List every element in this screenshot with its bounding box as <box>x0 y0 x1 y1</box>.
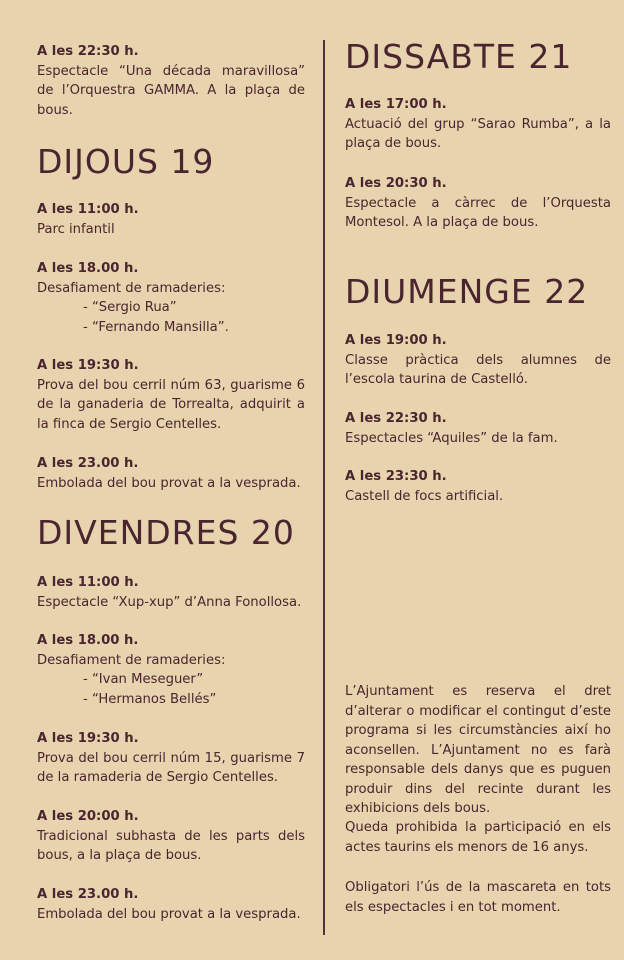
list-item: - “Sergio Rua” <box>83 300 177 315</box>
event-friday-4 <box>37 807 305 866</box>
event-saturday-2 <box>345 174 611 233</box>
event-time: A les 23.00 h. <box>37 887 139 902</box>
event-time: A les 18.00 h. <box>37 261 139 276</box>
event-time: A les 22:30 h. <box>37 44 139 59</box>
event-sunday-1 <box>345 331 611 390</box>
event-description: Prova del bou cerril núm 63, guarisme 6 de la ganaderia de Torrealta, adquirit a la finca de Sergio Centelles. <box>37 377 305 432</box>
event-thursday-4 <box>37 454 305 493</box>
day-title-friday: DIVENDRES 20 <box>37 513 295 552</box>
event-description: Classe pràctica dels alumnes de l’escola taurina de Castelló. <box>345 352 611 387</box>
event-time: A les 11:00 h. <box>37 575 139 590</box>
event-time: A les 22:30 h. <box>345 411 447 426</box>
event-time: A les 19:00 h. <box>345 333 447 348</box>
event-list <box>37 298 305 337</box>
mask-requirement-note: Obligatori l’ús de la mascareta en tots els espectacles i en tot moment. <box>345 880 611 915</box>
age-restriction-note: Queda prohibida la participació en els actes taurins els menors de 16 anys. <box>345 820 611 855</box>
day-title-thursday: DIJOUS 19 <box>37 142 215 181</box>
event-friday-5 <box>37 885 305 924</box>
event-time: A les 18.00 h. <box>37 633 139 648</box>
event-description: Espectacle “Xup-xup” d’Anna Fonollosa. <box>37 594 302 610</box>
day-title-sunday: DIUMENGE 22 <box>345 272 589 311</box>
event-description: Embolada del bou provat a la vesprada. <box>37 906 301 922</box>
event-time: A les 17:00 h. <box>345 97 447 112</box>
event-time: A les 19:30 h. <box>37 358 139 373</box>
event-description: Espectacles “Aquiles” de la fam. <box>345 430 558 446</box>
event-description: Desafiament de ramaderies: <box>37 280 226 296</box>
event-description: Embolada del bou provat a la vesprada. <box>37 475 301 491</box>
list-item: - “Fernando Mansilla”. <box>83 319 229 335</box>
event-sunday-3 <box>345 467 611 506</box>
list-item: - “Hermanos Bellés” <box>83 691 217 707</box>
event-description: Prova del bou cerril núm 15, guarisme 7 de la ramaderia de Sergio Centelles. <box>37 750 305 785</box>
event-time: A les 20:00 h. <box>37 809 139 824</box>
event-friday-1 <box>37 573 305 612</box>
event-saturday-1 <box>345 95 611 154</box>
event-thursday-3 <box>37 356 305 434</box>
event-time: A les 20:30 h. <box>345 176 447 191</box>
event-thursday-2 <box>37 259 305 337</box>
event-description: Castell de focs artificial. <box>345 488 504 504</box>
event-description: Tradicional subhasta de les parts dels bous, a la plaça de bous. <box>37 828 305 863</box>
event-time: A les 23.00 h. <box>37 456 139 471</box>
event-description: Espectacle “Una década maravillosa” de l’Orquestra GAMMA. A la plaça de bous. <box>37 63 305 118</box>
disclaimer-note: L’Ajuntament es reserva el dret d’alterar o modificar el contingut d’este programa si les circumstàncies així ho aconsellen. L’Ajuntament no es farà responsable dels danys que es puguen produir dins del recinte durant les exhibicions dels bous. <box>345 684 611 816</box>
day-title-saturday: DISSABTE 21 <box>345 37 573 76</box>
event-thursday-1 <box>37 200 305 239</box>
event-description: Parc infantil <box>37 221 115 237</box>
event-time: A les 19:30 h. <box>37 731 139 746</box>
event-time: A les 23:30 h. <box>345 469 447 484</box>
event-friday-3 <box>37 729 305 788</box>
event-list <box>37 670 305 709</box>
event-description: Desafiament de ramaderies: <box>37 652 226 668</box>
list-item: - “Ivan Meseguer” <box>83 672 204 687</box>
event-description: Actuació del grup “Sarao Rumba”, a la plaça de bous. <box>345 116 611 151</box>
event-intro <box>37 42 305 120</box>
event-friday-2 <box>37 631 305 709</box>
event-sunday-2 <box>345 409 611 448</box>
event-description: Espectacle a càrrec de l’Orquesta Montesol. A la plaça de bous. <box>345 195 611 230</box>
column-divider <box>323 40 325 935</box>
event-time: A les 11:00 h. <box>37 202 139 217</box>
